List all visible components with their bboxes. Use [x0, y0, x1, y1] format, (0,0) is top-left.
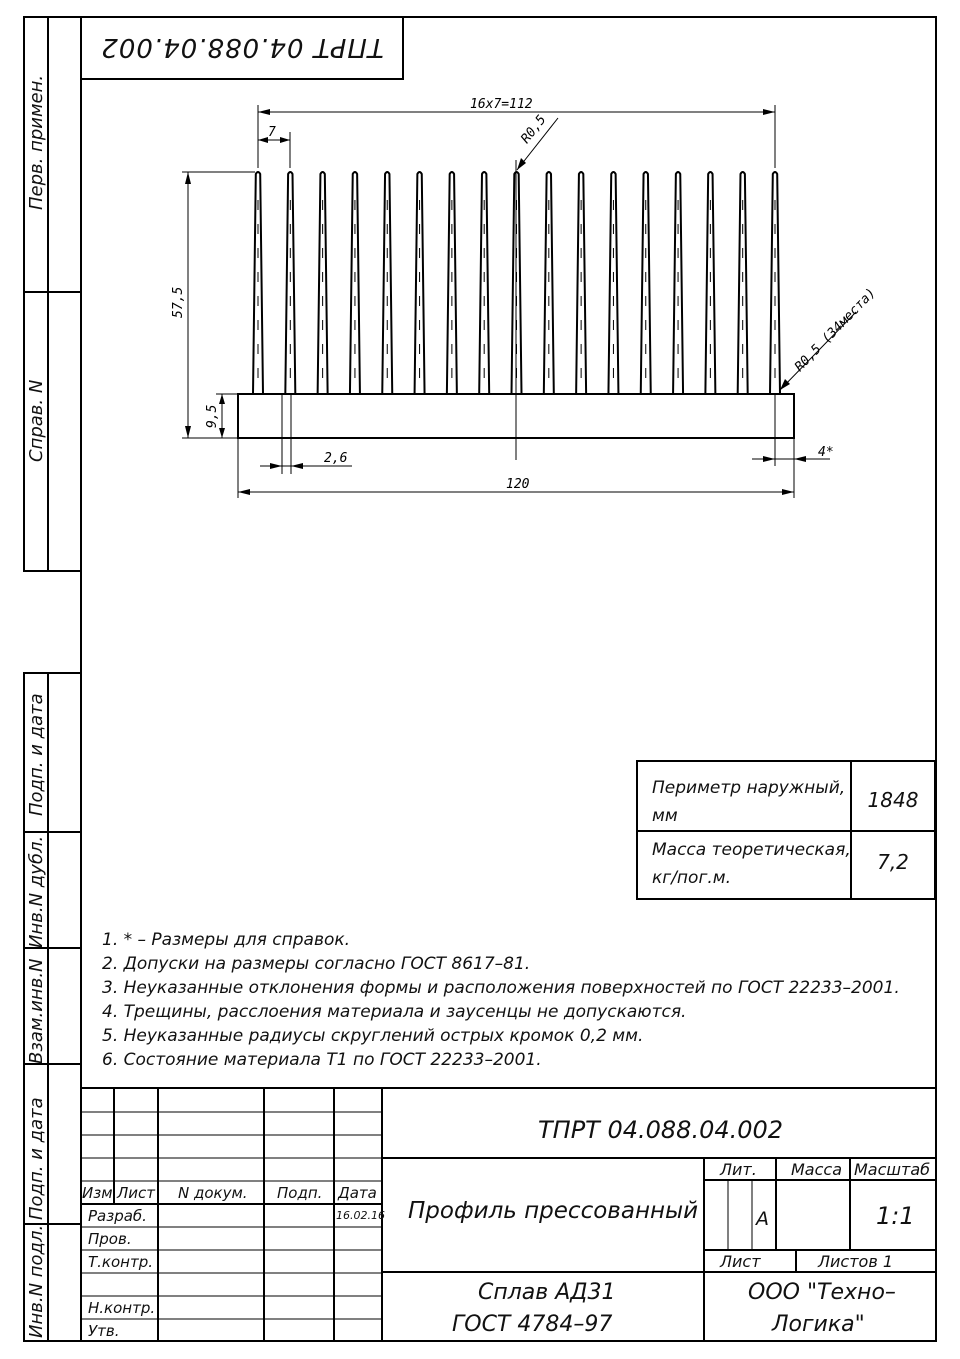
dim-width: 120 — [506, 477, 530, 492]
property-unit: мм — [652, 806, 678, 826]
properties-table — [636, 760, 936, 900]
scale-label: Масштаб — [854, 1160, 931, 1179]
note-item: 2. Допуски на размеры согласно ГОСТ 8617–81. — [102, 954, 531, 974]
property-label: Периметр наружный, — [652, 778, 846, 798]
note-item: 6. Состояние материала Т1 по ГОСТ 22233–2001. — [102, 1050, 542, 1070]
lit-label: Лит. — [720, 1160, 757, 1179]
role-t-kontr: Т.контр. — [88, 1253, 154, 1271]
property-row-perimeter — [638, 762, 934, 832]
title-block-code: ТПРТ 04.088.04.002 — [538, 1116, 784, 1144]
material-line-1: Сплав АД31 — [478, 1280, 616, 1305]
lit-value: А — [756, 1208, 769, 1230]
note-item: 1. * – Размеры для справок. — [102, 930, 351, 950]
dim-fin-gap: 7 — [268, 125, 276, 140]
sheets-label: Листов 1 — [818, 1252, 894, 1271]
header-list: Лист — [117, 1184, 156, 1202]
role-prov: Пров. — [88, 1230, 132, 1248]
part-name: Профиль прессованный — [408, 1198, 699, 1224]
dim-base-height: 9,5 — [205, 404, 220, 428]
property-unit: кг/пог.м. — [652, 868, 732, 888]
property-label: Масса теоретическая, — [652, 840, 851, 860]
header-podp: Подп. — [277, 1184, 323, 1202]
dim-tip-radius: R0,5 — [518, 112, 550, 147]
dim-pitch: 16x7=112 — [470, 97, 533, 112]
mass-label: Масса — [791, 1160, 843, 1179]
header-izm: Изм — [82, 1184, 113, 1202]
note-item: 4. Трещины, расслоения материала и заусенцы не допускаются. — [102, 1002, 687, 1022]
side-label-perv-primen: Перв. примен. — [26, 74, 47, 210]
dim-fin-width: 2,6 — [324, 451, 348, 466]
technical-notes — [102, 928, 900, 1072]
property-row-mass — [638, 830, 934, 900]
role-utv: Утв. — [88, 1322, 120, 1340]
side-label-vzam-inv: Взам.инв.N — [26, 958, 47, 1064]
property-value: 7,2 — [850, 830, 934, 898]
role-razrab: Разраб. — [88, 1207, 147, 1225]
header-n-dokum: N докум. — [178, 1184, 248, 1202]
company-line-2: Логика" — [772, 1312, 865, 1337]
side-column-lines — [23, 16, 80, 1342]
side-label-sprav-n: Справ. N — [26, 379, 47, 462]
side-label-podp-data-2: Подп. и дата — [26, 1097, 47, 1220]
side-label-inv-dubl: Инв.N дубл. — [26, 835, 47, 948]
note-item: 5. Неуказанные радиусы скруглений острых кромок 0,2 мм. — [102, 1026, 644, 1046]
role-n-kontr: Н.контр. — [88, 1299, 156, 1317]
note-item: 3. Неуказанные отклонения формы и расположения поверхностей по ГОСТ 22233–2001. — [102, 978, 900, 998]
rotated-doc-code: ТПРТ 04.088.04.002 — [100, 32, 384, 62]
dim-edge: 4* — [818, 445, 834, 460]
dimension-lines — [182, 105, 856, 498]
scale-value: 1:1 — [876, 1202, 915, 1230]
header-data: Дата — [338, 1184, 377, 1202]
side-label-inv-podl: Инв.N подл. — [26, 1224, 47, 1338]
material-line-2: ГОСТ 4784–97 — [452, 1312, 613, 1337]
property-value: 1848 — [850, 762, 934, 830]
dim-height: 57,5 — [171, 286, 186, 318]
company-line-1: ООО "Техно– — [748, 1280, 896, 1305]
razrab-date: 16.02.16 — [336, 1209, 385, 1222]
side-label-podp-data-1: Подп. и дата — [26, 693, 47, 816]
sheet-label: Лист — [720, 1252, 761, 1271]
dim-root-radius: R0,5 (34места) — [792, 285, 879, 375]
